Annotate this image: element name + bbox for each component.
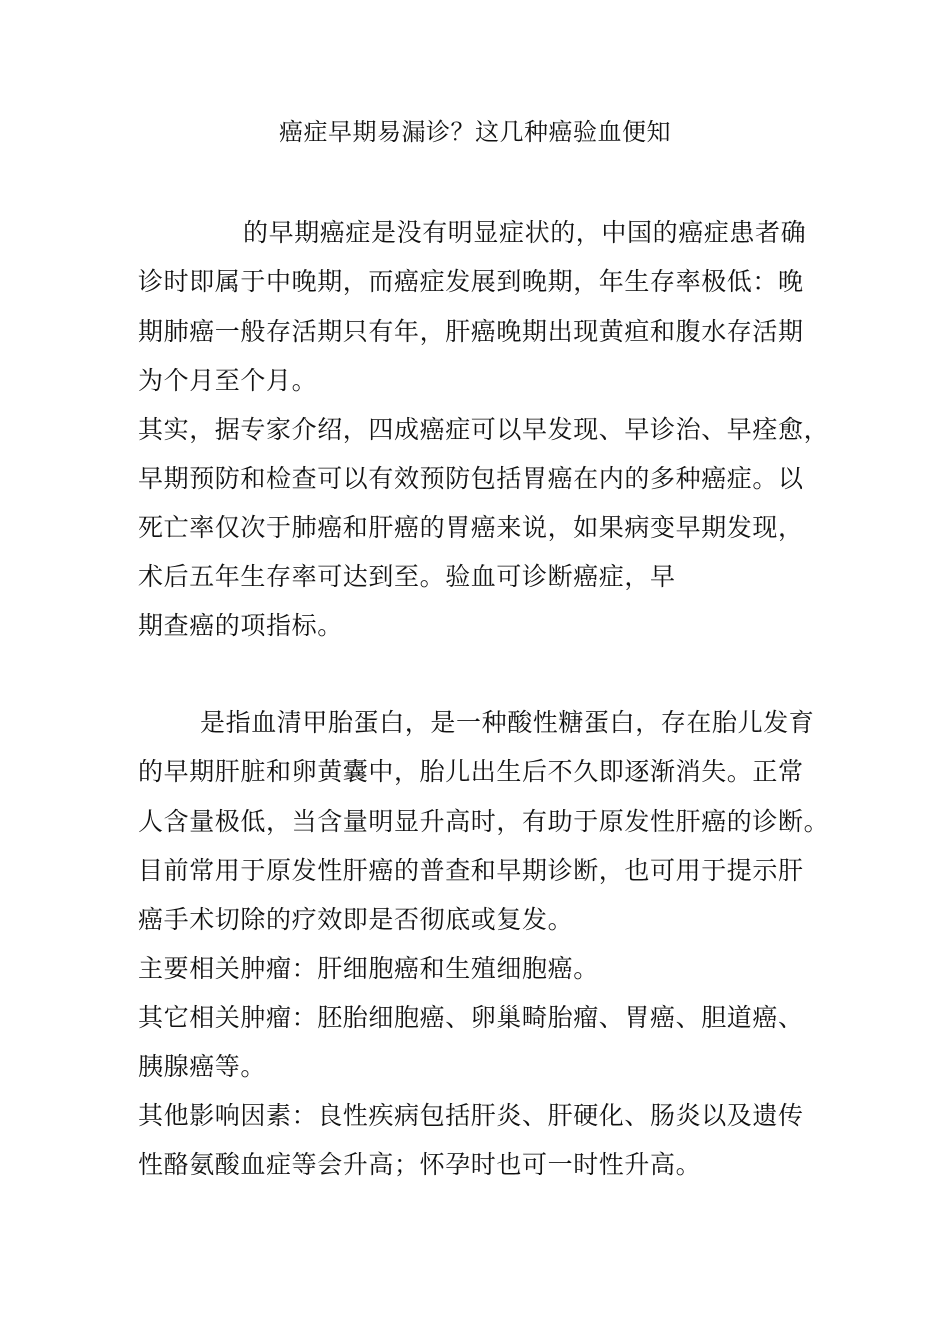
paragraph-1-line-2: 诊时即属于中晚期，而癌症发展到晚期，年生存率极低：晚 — [138, 267, 804, 296]
paragraph-1-line-3: 期肺癌一般存活期只有年，肝癌晚期出现黄疸和腹水存活期 — [138, 317, 804, 346]
paragraph-1-line-5: 其实，据专家介绍，四成癌症可以早发现、早诊治、早痊愈， — [138, 415, 830, 444]
paragraph-1-line-4: 为个月至个月。 — [138, 366, 318, 395]
paragraph-2-line-5: 癌手术切除的疗效即是否彻底或复发。 — [138, 905, 574, 934]
paragraph-1-line-8: 术后五年生存率可达到至。验血可诊断癌症，早 — [138, 562, 676, 591]
paragraph-2-line-7: 其它相关肿瘤：胚胎细胞癌、卵巢畸胎瘤、胃癌、胆道癌、 — [138, 1003, 804, 1032]
paragraph-1-line-9: 期查癌的项指标。 — [138, 611, 343, 640]
document-title: 癌症早期易漏诊？这几种癌验血便知 — [279, 118, 671, 146]
paragraph-2-line-4: 目前常用于原发性肝癌的普查和早期诊断，也可用于提示肝 — [138, 856, 804, 885]
paragraph-1-line-6: 早期预防和检查可以有效预防包括胃癌在内的多种癌症。以 — [138, 464, 804, 493]
paragraph-2-line-2: 的早期肝脏和卵黄囊中，胎儿出生后不久即逐渐消失。正常 — [138, 757, 804, 786]
paragraph-1-line-7: 死亡率仅次于肺癌和肝癌的胃癌来说，如果病变早期发现， — [138, 513, 804, 542]
paragraph-2-line-1: 是指血清甲胎蛋白，是一种酸性糖蛋白，存在胎儿发育 — [200, 708, 815, 737]
paragraph-2-line-6: 主要相关肿瘤：肝细胞癌和生殖细胞癌。 — [138, 954, 599, 983]
paragraph-2-line-10: 性酪氨酸血症等会升高；怀孕时也可一时性升高。 — [138, 1150, 702, 1179]
paragraph-2-line-9: 其他影响因素：良性疾病包括肝炎、肝硬化、肠炎以及遗传 — [138, 1101, 804, 1130]
paragraph-2-line-8: 胰腺癌等。 — [138, 1052, 267, 1081]
paragraph-2-line-3: 人含量极低，当含量明显升高时，有助于原发性肝癌的诊断。 — [138, 807, 830, 836]
paragraph-1-line-1: 的早期癌症是没有明显症状的，中国的癌症患者确 — [243, 218, 807, 247]
